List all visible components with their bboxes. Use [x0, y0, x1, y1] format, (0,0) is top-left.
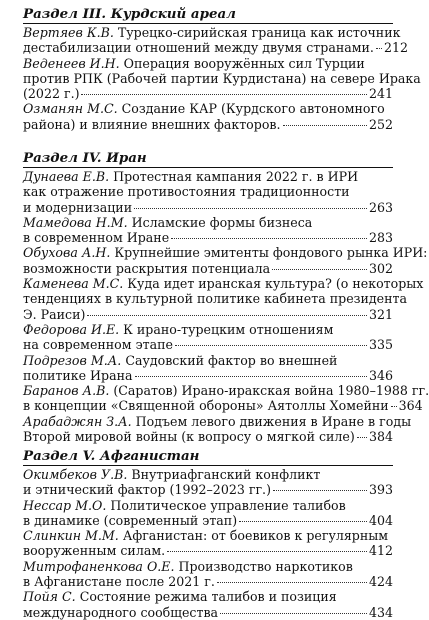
toc-title-text: [23, 429, 355, 444]
toc-entry[interactable]: [23, 55, 421, 102]
section-title: Раздел IV. Иран: [23, 150, 147, 166]
toc-author: Мамедова Н.М.: [23, 214, 128, 230]
dot-leader: [171, 238, 367, 239]
toc-entry-last-line: [23, 605, 393, 620]
toc-entry[interactable]: [23, 574, 393, 589]
toc-title-text: Саудовский фактор во внешней: [125, 352, 338, 368]
toc-title-text: как отражение противостояния традиционности: [23, 184, 350, 200]
toc-entry[interactable]: [23, 467, 393, 498]
toc-entry-line: [23, 291, 407, 307]
page-number: 424: [368, 574, 393, 590]
toc-title-text: Внутриафганский конфликт: [131, 467, 321, 482]
section-divider: [23, 167, 393, 168]
dot-leader: [81, 94, 366, 95]
toc-entry-line: [23, 101, 393, 116]
section-iran: [23, 149, 429, 445]
toc-author: Обухова А.Н.: [23, 245, 111, 261]
section-kurdish-area: [23, 5, 421, 132]
toc-author: Пойя С.: [23, 589, 76, 605]
page-number: 434: [368, 604, 393, 620]
toc-author: Нессар М.О.: [23, 497, 107, 513]
toc-entry-line: [23, 383, 429, 399]
toc-entry-last-line: [23, 513, 393, 528]
page-number: 335: [368, 337, 393, 353]
toc-entry-last-line: [23, 40, 408, 56]
toc-entry[interactable]: [23, 245, 428, 276]
toc-entry[interactable]: [23, 322, 393, 353]
toc-author: Озманян М.С.: [23, 101, 118, 117]
toc-title-text-end: района) и влияние внешних факторов.: [23, 116, 281, 132]
toc-title-text-end: возможности раскрытия потенциала: [23, 260, 271, 276]
toc-entry-last-line: [23, 261, 393, 276]
toc-entry[interactable]: [23, 101, 393, 132]
toc-title-text: [23, 398, 389, 413]
toc-title-text: Подъем левого движения в Иране в годы: [135, 413, 412, 429]
toc-author: Окимбеков У.В.: [23, 467, 128, 482]
page-number: 364: [398, 398, 423, 414]
toc-title-text: Афганистан: от боевиков к регулярным: [122, 528, 389, 544]
toc-title-text: К ирано-турецким отношениям: [123, 321, 334, 337]
page-number: 404: [368, 512, 393, 528]
toc-entry-line: [23, 70, 421, 86]
toc-author: Митрофаненкова О.Е.: [23, 558, 175, 574]
toc-title-text-end: в Афганистане после 2021 г.: [23, 574, 215, 590]
toc-author: Подрезов М.А.: [23, 352, 122, 368]
toc-title-text: (Саратов) Ирано-иракская война 1980–1988 гг.: [113, 383, 429, 399]
toc-entry-line: [23, 245, 428, 261]
toc-title-text: Куда идет иранская культура? (о некоторых: [127, 276, 424, 292]
dot-leader: [134, 208, 367, 209]
toc-title-text: [23, 368, 133, 383]
toc-author: Каменева М.С.: [23, 276, 124, 292]
toc-entry[interactable]: [23, 559, 393, 574]
toc-title-text: [23, 559, 353, 574]
toc-entry[interactable]: [23, 353, 393, 384]
toc-entry-line: [23, 56, 393, 71]
dot-leader: [167, 551, 367, 552]
toc-title-text-end: и модернизации: [23, 199, 133, 215]
toc-title-text: [23, 307, 85, 322]
toc-title-text: Турецко-сирийская граница как источник: [117, 25, 401, 40]
toc-title-text-end: Э. Раиси): [23, 306, 86, 322]
toc-entry[interactable]: [23, 589, 393, 620]
page-number: 384: [368, 429, 393, 445]
dot-leader: [376, 48, 382, 49]
toc-entry-last-line: [23, 368, 393, 383]
toc-title-text: Состояние режима талибов и позиция: [79, 589, 337, 605]
toc-title-text: [23, 117, 281, 132]
toc-title-text-end: в концепции «Священной обороны» Аятоллы Хомейни: [23, 398, 389, 414]
toc-title-text: [23, 543, 165, 558]
page-number: 241: [368, 86, 393, 102]
toc-author: Федорова И.Е.: [23, 321, 120, 337]
toc-title-text-end: и этнический фактор (1992–2023 гг.): [23, 482, 271, 498]
dot-leader: [357, 437, 367, 438]
toc-title-text-end: Производство наркотиков: [178, 558, 353, 574]
dot-leader: [391, 406, 397, 407]
toc-author: Арабаджян З.А.: [23, 413, 132, 429]
section-divider: [23, 23, 393, 24]
toc-title-text: против РПК (Рабочей партии Курдистана) на севере Ирака: [23, 70, 421, 86]
toc-title-text-end: на современном этапе: [23, 337, 173, 353]
toc-author: Веденеев И.Н.: [23, 55, 120, 71]
page-number: 283: [368, 230, 393, 246]
toc-entry-line: [23, 467, 393, 482]
dot-leader: [87, 315, 367, 316]
page-number: 321: [368, 306, 393, 322]
toc-entry-last-line: [23, 117, 393, 132]
toc-entry[interactable]: [23, 413, 412, 445]
toc-entry-last-line: [23, 574, 393, 589]
toc-entry-last-line: [23, 398, 423, 414]
toc-title-text: [23, 40, 374, 55]
page-number: 263: [368, 199, 393, 215]
dot-leader: [217, 582, 367, 583]
dot-leader: [135, 376, 367, 377]
toc-title-text: [23, 230, 169, 245]
toc-title-text: [23, 86, 79, 101]
toc-title-text: Крупнейшие эмитенты фондового рынка ИРИ:: [114, 245, 428, 261]
toc-title-text: [23, 574, 215, 589]
toc-entry-line: [23, 498, 393, 513]
toc-entry[interactable]: [23, 528, 393, 559]
toc-entry[interactable]: [23, 498, 393, 529]
toc-title-text: Политическое управление талибов: [110, 497, 346, 513]
toc-entry-line: [23, 322, 393, 337]
toc-entry-last-line: [23, 307, 393, 322]
section-divider: [23, 465, 393, 466]
toc-title-text: [23, 337, 173, 352]
page-number: 212: [383, 40, 408, 56]
toc-title-text: [23, 482, 271, 497]
toc-entry[interactable]: [23, 25, 408, 56]
dot-leader: [273, 490, 367, 491]
toc-title-text-end: дестабилизации отношений между двумя странами.: [23, 40, 374, 56]
page-number: 252: [368, 116, 393, 132]
toc-title-text: [23, 200, 132, 215]
toc-title-text-end: в современном Иране: [23, 230, 170, 246]
toc-author: Дунаева Е.В.: [23, 169, 110, 184]
toc-author: Вертяев К.В.: [23, 25, 114, 40]
toc-entry-last-line: [23, 337, 393, 352]
toc-entry-last-line: [23, 482, 393, 497]
toc-title-text: Исламские формы бизнеса: [131, 214, 313, 230]
toc-entry[interactable]: [23, 276, 424, 322]
toc-title-text-end: Второй мировой войны (к вопросу о мягкой силе): [23, 429, 355, 445]
toc-entry-last-line: [23, 543, 393, 558]
toc-entry-line: [23, 353, 393, 368]
page-number: 346: [368, 367, 393, 383]
toc-title-text-end: в динамике (современный этап): [23, 512, 238, 528]
toc-entry-line: [23, 215, 393, 230]
toc-entry-line: [23, 169, 393, 184]
toc-title-text: Протестная кампания 2022 г. в ИРИ: [113, 169, 359, 184]
toc-title-text: тенденциях в культурной политике кабинета президента: [23, 291, 407, 307]
toc-author: Слинкин М.М.: [23, 528, 119, 544]
toc-title-text: [23, 513, 237, 528]
toc-entry-last-line: [23, 86, 393, 101]
toc-entry-line: [23, 589, 393, 604]
dot-leader: [175, 345, 367, 346]
toc-entry[interactable]: [23, 383, 429, 414]
toc-entry-last-line: [23, 559, 393, 574]
toc-title-text: [23, 261, 270, 276]
dot-leader: [283, 125, 367, 126]
toc-entry-line: [23, 528, 393, 543]
toc-entry-line: [23, 276, 424, 292]
toc-title-text: [23, 605, 218, 620]
page-number: 302: [368, 260, 393, 276]
toc-entry-last-line: [23, 429, 393, 444]
section-afghanistan: [23, 447, 393, 620]
page-number: 393: [368, 482, 393, 498]
toc-title-text: Создание КАР (Курдского автономного: [121, 101, 385, 117]
toc-entry-line: [23, 413, 412, 429]
toc-entry[interactable]: [23, 169, 393, 215]
section-title: Раздел V. Афганистан: [23, 448, 200, 464]
toc-title-text: Операция вооружённых сил Турции: [123, 55, 365, 71]
section-title: Раздел III. Курдский ареал: [23, 6, 236, 22]
toc-author: Баранов А.В.: [23, 383, 110, 399]
toc-entry-last-line: [23, 230, 393, 245]
toc-title-text-end: вооруженным силам.: [23, 543, 166, 559]
dot-leader: [220, 613, 367, 614]
dot-leader: [239, 521, 367, 522]
toc-entry[interactable]: [23, 215, 393, 246]
toc-entry-line: [23, 25, 401, 40]
toc-title-text-end: (2022 г.): [23, 86, 80, 102]
toc-title-text-end: международного сообщества: [23, 604, 219, 620]
toc-title-text-end: политике Ирана: [23, 367, 133, 383]
dot-leader: [272, 269, 367, 270]
toc-entry-last-line: [23, 200, 393, 215]
toc-entry-line: [23, 184, 393, 199]
page-number: 412: [368, 543, 393, 559]
